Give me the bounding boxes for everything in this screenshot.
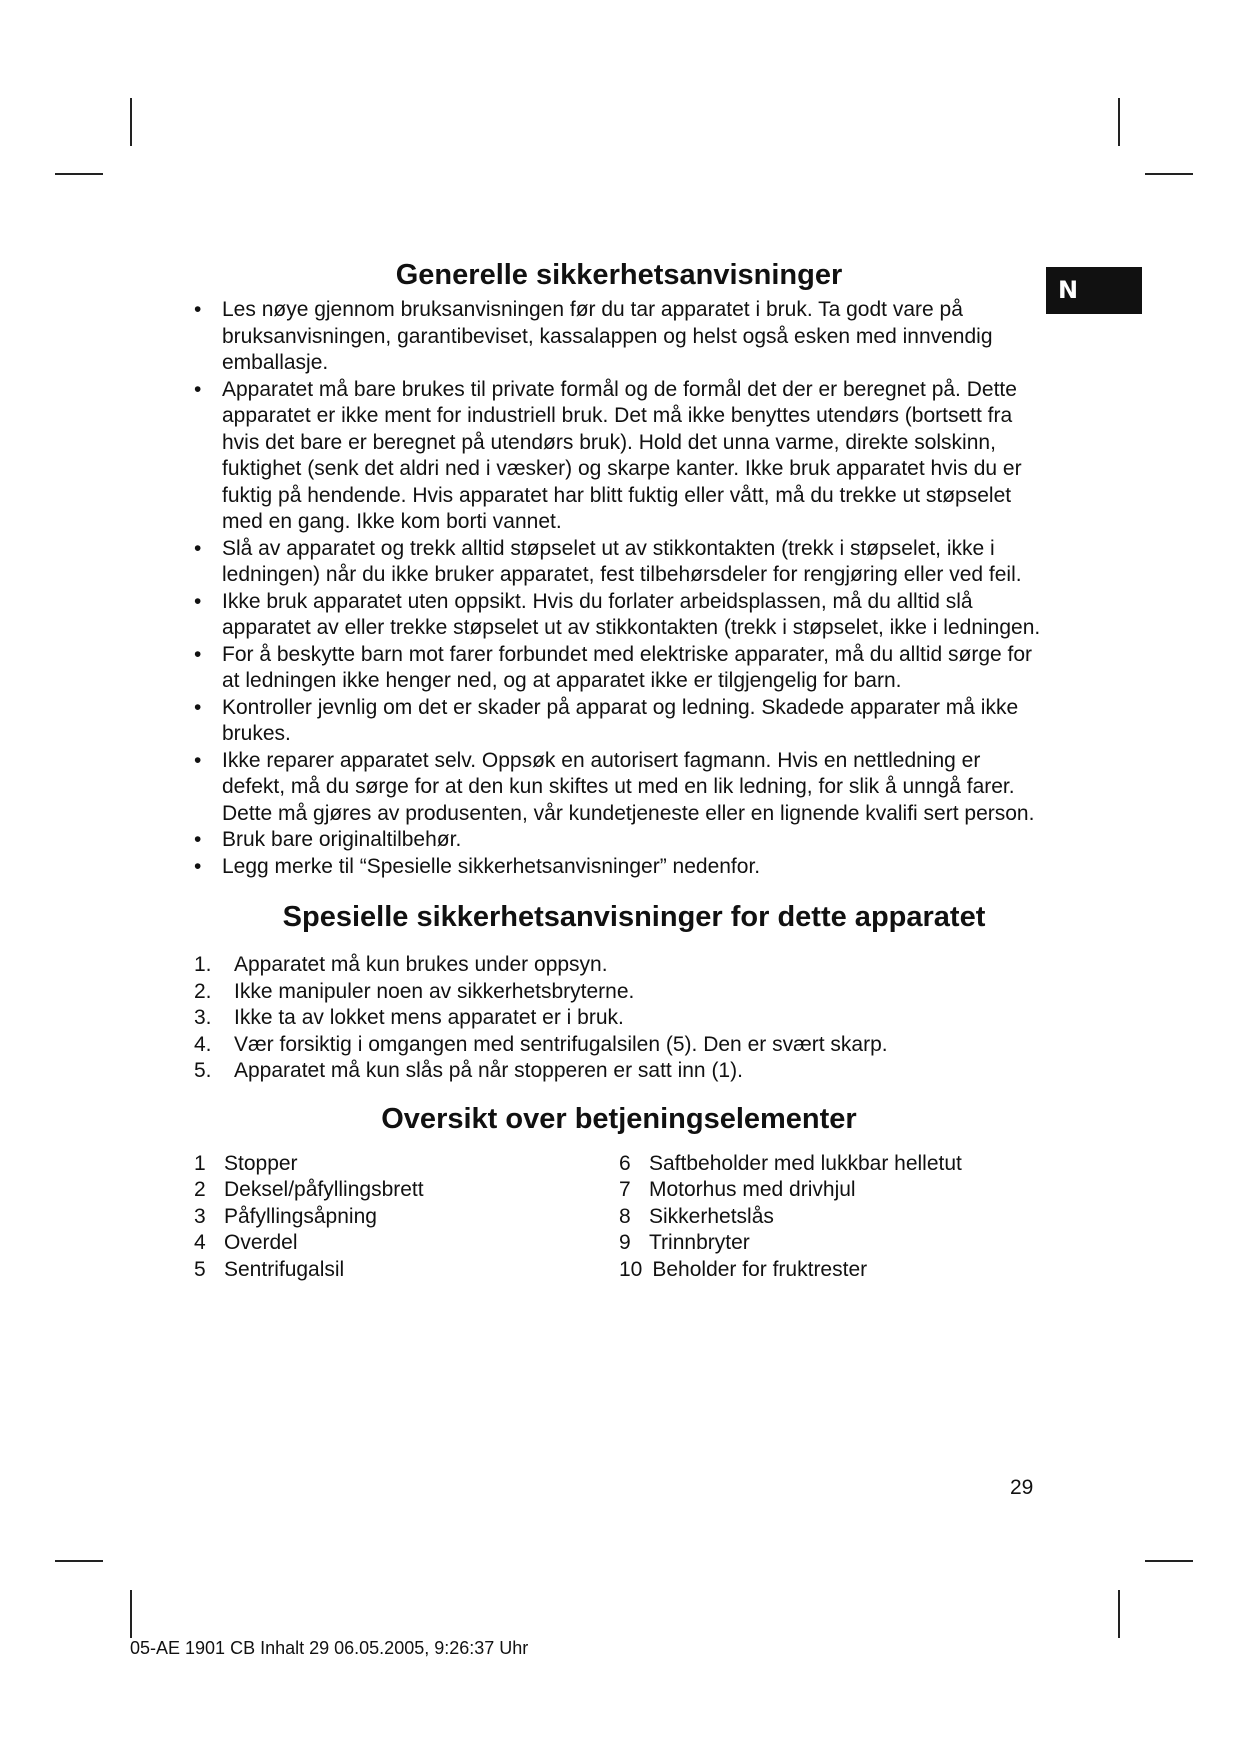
item-number: 4. (194, 1032, 212, 1056)
numbered-item (194, 952, 1044, 979)
bullet-item (194, 695, 1044, 748)
item-number: 1. (194, 953, 212, 976)
numbered-item (194, 1032, 1044, 1059)
print-footer: 05-AE 1901 CB Inhalt 29 06.05.2005, 9:26:37 Uhr (130, 1638, 529, 1658)
general-safety-list (194, 297, 1044, 880)
bullet-item (194, 854, 1044, 881)
control-number: 6 (619, 1151, 631, 1175)
control-item (619, 1230, 1044, 1257)
control-item (194, 1151, 619, 1178)
control-number: 9 (619, 1231, 631, 1254)
special-safety-list (194, 952, 1044, 1085)
control-number: 2 (194, 1178, 206, 1201)
crop-mark-bottom-right-vertical (1118, 1590, 1120, 1638)
numbered-item (194, 1058, 1044, 1085)
bullet-item (194, 748, 1044, 828)
bullet-text: Bruk bare originaltilbehør. (222, 828, 462, 851)
bullet-text: Kontroller jevnlig om det er skader på apparat og ledning. Skadede apparater må ikke brukes. (222, 695, 1019, 745)
bullet-text: Ikke reparer apparatet selv. Oppsøk en autorisert fagmann. Hvis en nettledning er defekt, må du sørge for at den kun skiftes ut med en lik ledning, for slik å unngå farer. Dette må gjøres av produsenten, vår kundetjeneste eller en lignende kvalifi sert person. (222, 748, 1035, 825)
control-label: Sentrifugalsil (224, 1257, 345, 1281)
bullet-item (194, 827, 1044, 854)
bullet-marker: • (194, 695, 202, 719)
control-number: 5 (194, 1257, 206, 1281)
bullet-text: For å beskytte barn mot farer forbundet med elektriske apparater, må du alltid sørge for at ledningen ikke henger ned, og at apparatet ikke er tilgjengelig for barn. (222, 642, 1033, 692)
control-label: Stopper (224, 1151, 298, 1175)
control-number: 4 (194, 1231, 206, 1254)
bullet-item (194, 589, 1044, 642)
crop-mark-top-left-vertical (130, 98, 132, 146)
control-item (619, 1257, 1044, 1284)
numbered-item (194, 1005, 1044, 1032)
control-label: Saftbeholder med lukkbar helletut (649, 1151, 962, 1175)
bullet-marker: • (194, 642, 202, 666)
control-number: 3 (194, 1204, 206, 1228)
section-title-general-safety: Generelle sikkerhetsanvisninger (395, 259, 843, 291)
bullet-item (194, 297, 1044, 377)
control-label: Beholder for fruktrester (652, 1257, 868, 1281)
control-item (619, 1177, 1044, 1204)
control-label: Overdel (224, 1231, 298, 1254)
bullet-marker: • (194, 854, 202, 878)
bullet-marker: • (194, 828, 202, 851)
crop-mark-top-left-horizontal (55, 173, 103, 175)
crop-mark-top-right-vertical (1118, 98, 1120, 146)
controls-column-left (194, 1151, 619, 1284)
bullet-text: Les nøye gjennom bruksanvisningen før du tar apparatet i bruk. Ta godt vare på bruksanvisningen, garantibeviset, kassalappen og helst også esken med innvendig emballasje. (222, 298, 993, 374)
page-number: 29 (1010, 1476, 1034, 1499)
item-text: Vær forsiktig i omgangen med sentrifugalsilen (5). Den er svært skarp. (234, 1032, 888, 1056)
control-number: 10 (619, 1257, 643, 1281)
control-label: Deksel/påfyllingsbrett (224, 1178, 424, 1201)
bullet-text: Apparatet må bare brukes til private formål og de formål det der er beregnet på. Dette apparatet er ikke ment for industriell bruk. Det må ikke benyttes utendørs (bortsett fra hvis det bare er beregnet på utendørs bruk). Hold det unna varme, direkte solskinn, fuktighet (senk det aldri ned i væsker) og skarpe kanter. Ikke bruk apparatet hvis du er fuktig på hendende. Hvis apparatet har blitt fuktig eller vått, må du trekke ut støpselet med en gang. Ikke kom borti vannet. (222, 377, 1022, 533)
bullet-item (194, 536, 1044, 589)
controls-overview (194, 1151, 1044, 1284)
language-tab: N (1046, 267, 1142, 314)
control-item (619, 1204, 1044, 1231)
item-number: 2. (194, 979, 212, 1003)
control-item (194, 1230, 619, 1257)
control-label: Sikkerhetslås (649, 1204, 774, 1228)
numbered-item (194, 979, 1044, 1006)
crop-mark-bottom-left-vertical (130, 1590, 132, 1638)
bullet-item (194, 377, 1044, 536)
control-item (194, 1257, 619, 1284)
bullet-marker: • (194, 298, 202, 321)
bullet-text: Legg merke til “Spesielle sikkerhetsanvisninger” nedenfor. (222, 854, 761, 878)
item-number: 3. (194, 1006, 212, 1029)
control-item (194, 1204, 619, 1231)
page-content (194, 258, 1044, 1283)
bullet-marker: • (194, 536, 202, 560)
control-label: Påfyllingsåpning (224, 1204, 377, 1228)
item-text: Ikke ta av lokket mens apparatet er i bruk. (234, 1006, 624, 1029)
section-title-controls-overview: Oversikt over betjeningselementer (381, 1102, 857, 1135)
control-label: Trinnbryter (649, 1231, 750, 1254)
controls-column-right (619, 1151, 1044, 1284)
control-item (619, 1151, 1044, 1178)
bullet-text: Ikke bruk apparatet uten oppsikt. Hvis du forlater arbeidsplassen, må du alltid slå apparatet av eller trekke støpselet ut av stikkontakten (trekk i støpselet, ikke i ledningen. (222, 589, 1041, 639)
crop-mark-top-right-horizontal (1145, 173, 1193, 175)
control-item (194, 1177, 619, 1204)
bullet-text: Slå av apparatet og trekk alltid støpselet ut av stikkontakten (trekk i støpselet, ikke i ledningen) når du ikke bruker apparatet, fest tilbehørsdeler for rengjøring eller ved feil. (222, 536, 1022, 586)
bullet-item (194, 642, 1044, 695)
section-title-special-safety: Spesielle sikkerhetsanvisninger for dette apparatet (282, 901, 986, 933)
control-number: 8 (619, 1204, 631, 1228)
bullet-marker: • (194, 377, 202, 401)
crop-mark-bottom-left-horizontal (55, 1560, 103, 1562)
crop-mark-bottom-right-horizontal (1145, 1560, 1193, 1562)
item-number: 5. (194, 1059, 212, 1082)
item-text: Apparatet må kun slås på når stopperen er satt inn (1). (234, 1059, 743, 1082)
item-text: Apparatet må kun brukes under oppsyn. (234, 953, 608, 976)
bullet-marker: • (194, 589, 202, 613)
control-number: 1 (194, 1151, 206, 1175)
control-number: 7 (619, 1178, 631, 1201)
item-text: Ikke manipuler noen av sikkerhetsbryterne. (234, 979, 635, 1003)
bullet-marker: • (194, 748, 202, 772)
control-label: Motorhus med drivhjul (649, 1178, 856, 1201)
